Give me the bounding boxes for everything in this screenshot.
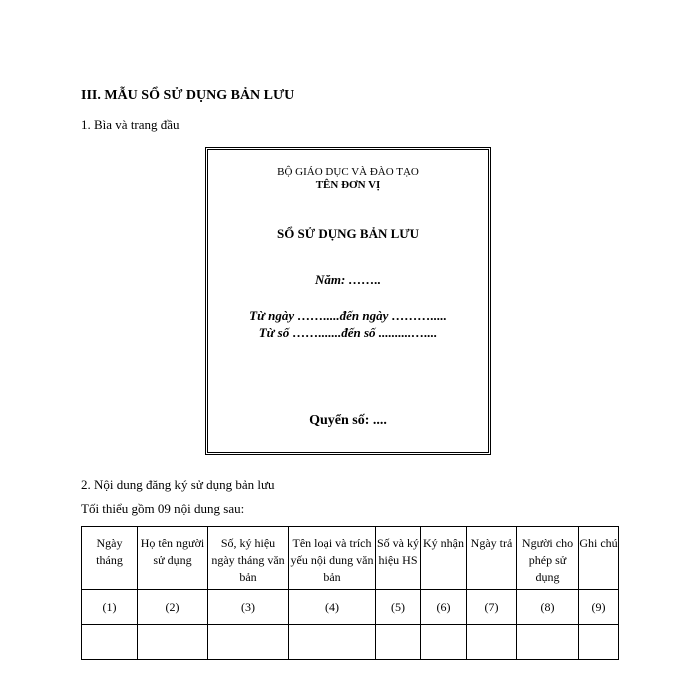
table-number-row xyxy=(82,590,619,625)
cover-org-line2: TÊN ĐƠN VỊ xyxy=(315,179,381,191)
column-number: (3) xyxy=(208,590,289,625)
column-number: (4) xyxy=(289,590,376,625)
column-number: (2) xyxy=(138,590,208,625)
cover-title: SỔ SỬ DỤNG BẢN LƯU xyxy=(276,226,420,241)
section-title: III. MẪU SỔ SỬ DỤNG BẢN LƯU xyxy=(81,88,295,103)
header-signature: Ký nhận xyxy=(421,527,467,590)
column-number: (9) xyxy=(579,590,619,625)
empty-cell xyxy=(138,625,208,660)
header-doc-number: Số, ký hiệu ngày tháng văn bản xyxy=(208,527,289,590)
empty-cell xyxy=(82,625,138,660)
min-contents-note: Tối thiểu gồm 09 nội dung sau: xyxy=(81,501,245,516)
column-number: (7) xyxy=(467,590,517,625)
cover-volume: Quyển số: .... xyxy=(309,413,387,428)
column-number: (5) xyxy=(376,590,421,625)
empty-cell xyxy=(467,625,517,660)
header-user-name: Họ tên người sử dụng xyxy=(138,527,208,590)
column-number: (1) xyxy=(82,590,138,625)
cover-number-range: Từ số …….......đến số ..........….... xyxy=(258,325,438,340)
column-number: (8) xyxy=(517,590,579,625)
header-doc-summary: Tên loại và trích yếu nội dung văn bản xyxy=(289,527,376,590)
empty-cell xyxy=(289,625,376,660)
header-file-number: Số và ký hiệu HS xyxy=(376,527,421,590)
subsection-register-title: 2. Nội dung đăng ký sử dụng bản lưu xyxy=(81,477,275,492)
cover-page-box xyxy=(205,147,491,455)
header-approver: Người cho phép sử dụng xyxy=(517,527,579,590)
cover-year: Năm: …….. xyxy=(314,272,382,287)
table-header-row xyxy=(82,527,619,590)
column-number: (6) xyxy=(421,590,467,625)
empty-cell xyxy=(421,625,467,660)
header-notes: Ghi chú xyxy=(579,527,619,590)
cover-org-line1: BỘ GIÁO DỤC VÀ ĐÀO TẠO xyxy=(277,166,419,178)
table-empty-row xyxy=(82,625,619,660)
empty-cell xyxy=(579,625,619,660)
header-date: Ngày tháng xyxy=(82,527,138,590)
cover-date-range: Từ ngày …….....đến ngày ………..... xyxy=(249,308,447,323)
register-table xyxy=(81,526,619,660)
empty-cell xyxy=(517,625,579,660)
cover-ranges xyxy=(208,307,488,341)
header-return-date: Ngày trả xyxy=(467,527,517,590)
subsection-cover-title: 1. Bìa và trang đầu xyxy=(81,117,180,132)
empty-cell xyxy=(208,625,289,660)
empty-cell xyxy=(376,625,421,660)
